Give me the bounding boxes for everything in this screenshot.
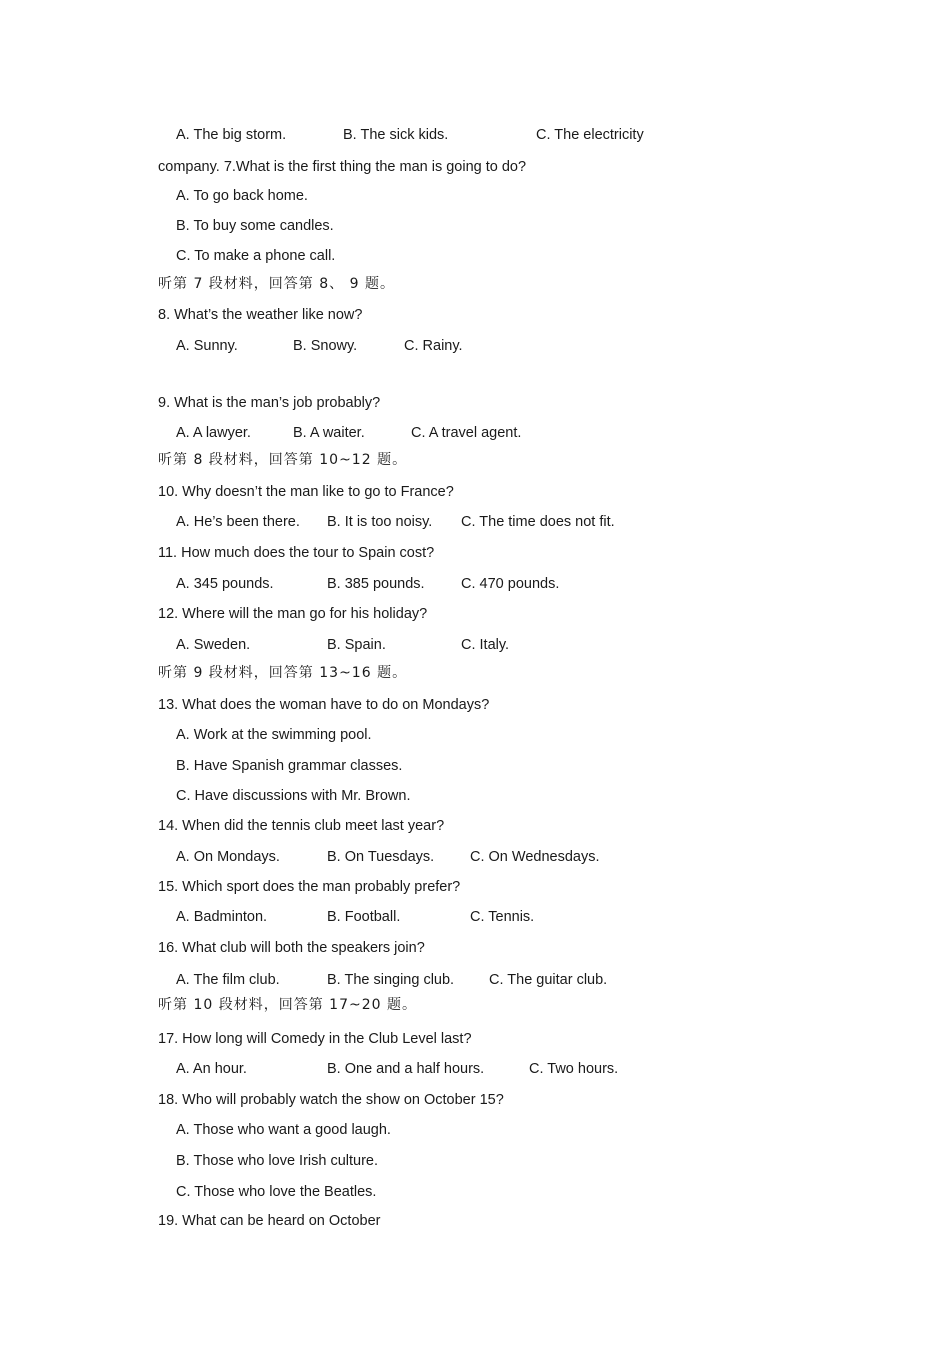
- q11-question: 11. How much does the tour to Spain cost?: [158, 545, 435, 561]
- q7-option-c: C. To make a phone call.: [176, 248, 336, 264]
- q14-option-a: A. On Mondays.: [176, 849, 280, 865]
- q17-option-b: B. One and a half hours.: [327, 1061, 485, 1077]
- q13-option-c: C. Have discussions with Mr. Brown.: [176, 788, 411, 804]
- q6-option-a: A. The big storm.: [176, 127, 287, 143]
- q17-option-c: C. Two hours.: [529, 1061, 619, 1077]
- q14-option-c: C. On Wednesdays.: [470, 849, 600, 865]
- q13-question: 13. What does the woman have to do on Mondays?: [158, 697, 490, 713]
- q9-option-c: C. A travel agent.: [411, 425, 522, 441]
- q7-question: company. 7.What is the first thing the man is going to do?: [158, 159, 527, 175]
- q15-option-c: C. Tennis.: [470, 909, 535, 925]
- section-heading-8: 听第 8 段材料，回答第 10~12 题。: [158, 452, 408, 468]
- q14-question: 14. When did the tennis club meet last year?: [158, 818, 445, 834]
- q12-question: 12. Where will the man go for his holiday?: [158, 606, 428, 622]
- q18-question: 18. Who will probably watch the show on October 15?: [158, 1092, 504, 1108]
- q15-question: 15. Which sport does the man probably prefer?: [158, 879, 461, 895]
- q16-option-a: A. The film club.: [176, 972, 280, 988]
- q16-question: 16. What club will both the speakers join?: [158, 940, 425, 956]
- q13-option-a: A. Work at the swimming pool.: [176, 727, 372, 743]
- q10-option-c: C. The time does not fit.: [461, 514, 615, 530]
- q16-option-c: C. The guitar club.: [489, 972, 608, 988]
- q15-option-a: A. Badminton.: [176, 909, 268, 925]
- q14-option-b: B. On Tuesdays.: [327, 849, 435, 865]
- q8-question: 8. What’s the weather like now?: [158, 307, 363, 323]
- q19-question: 19. What can be heard on October: [158, 1213, 381, 1229]
- q18-option-a: A. Those who want a good laugh.: [176, 1122, 391, 1138]
- q12-option-c: C. Italy.: [461, 637, 510, 653]
- q15-option-b: B. Football.: [327, 909, 401, 925]
- q9-option-a: A. A lawyer.: [176, 425, 251, 441]
- section-heading-7: 听第 7 段材料，回答第 8、 9 题。: [158, 276, 395, 292]
- q11-option-b: B. 385 pounds.: [327, 576, 425, 592]
- q18-option-b: B. Those who love Irish culture.: [176, 1153, 379, 1169]
- q7-option-b: B. To buy some candles.: [176, 218, 334, 234]
- section-heading-9: 听第 9 段材料，回答第 13~16 题。: [158, 665, 408, 681]
- q12-option-a: A. Sweden.: [176, 637, 251, 653]
- q6-option-c: C. The electricity: [536, 127, 644, 143]
- q17-option-a: A. An hour.: [176, 1061, 247, 1077]
- q7-option-a: A. To go back home.: [176, 188, 308, 204]
- q17-question: 17. How long will Comedy in the Club Level last?: [158, 1031, 472, 1047]
- q9-question: 9. What is the man’s job probably?: [158, 395, 381, 411]
- q13-option-b: B. Have Spanish grammar classes.: [176, 758, 403, 774]
- q11-option-a: A. 345 pounds.: [176, 576, 274, 592]
- q16-option-b: B. The singing club.: [327, 972, 455, 988]
- section-heading-10: 听第 10 段材料，回答第 17~20 题。: [158, 997, 417, 1013]
- q8-option-c: C. Rainy.: [404, 338, 463, 354]
- q11-option-c: C. 470 pounds.: [461, 576, 560, 592]
- q6-option-b: B. The sick kids.: [343, 127, 449, 143]
- q8-option-a: A. Sunny.: [176, 338, 238, 354]
- q10-option-a: A. He’s been there.: [176, 514, 300, 530]
- q12-option-b: B. Spain.: [327, 637, 386, 653]
- q18-option-c: C. Those who love the Beatles.: [176, 1184, 377, 1200]
- q10-question: 10. Why doesn’t the man like to go to France?: [158, 484, 454, 500]
- q10-option-b: B. It is too noisy.: [327, 514, 433, 530]
- q8-option-b: B. Snowy.: [293, 338, 358, 354]
- q9-option-b: B. A waiter.: [293, 425, 365, 441]
